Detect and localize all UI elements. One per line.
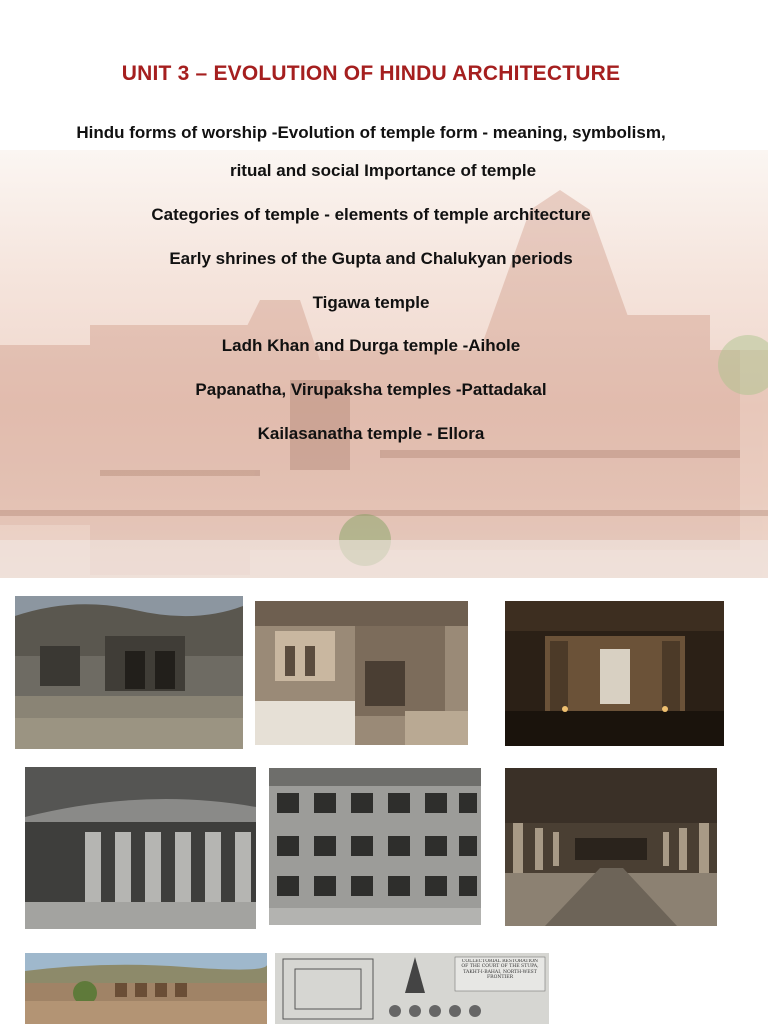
photo-rock-cut-cave-exterior xyxy=(15,596,243,749)
topic-line-4: Early shrines of the Gupta and Chalukyan periods xyxy=(169,249,573,268)
photo-chaitya-columns-bw xyxy=(25,767,256,929)
page-title: UNIT 3 – EVOLUTION OF HINDU ARCHITECTURE xyxy=(121,62,621,85)
photo-three-storey-cave-bw xyxy=(269,768,481,925)
topic-line-3: Categories of temple - elements of temple architecture xyxy=(151,205,591,224)
topic-line-5: Tigawa temple xyxy=(312,293,430,312)
plan-caption: COLLECTORIAL RESTORATION OF THE COURT OF THE STUPA, TAKHT-I-BAHAI, NORTH-WEST FRONTIER xyxy=(461,959,539,981)
photo-pillared-hall-interior xyxy=(505,768,717,926)
photo-cave-interior-shrine xyxy=(505,601,724,746)
photo-excavated-ruins-landscape xyxy=(25,953,267,1024)
topic-line-1: Hindu forms of worship -Evolution of temple form - meaning, symbolism, xyxy=(76,123,666,142)
photo-cave-facade-with-ladder xyxy=(255,601,468,745)
topic-line-2: ritual and social Importance of temple xyxy=(229,161,537,180)
topic-line-7: Papanatha, Virupaksha temples -Pattadakal xyxy=(195,380,547,399)
photo-stupa-court-plan-drawing xyxy=(275,953,549,1024)
topic-line-8: Kailasanatha temple - Ellora xyxy=(257,424,485,443)
topic-line-6: Ladh Khan and Durga temple -Aihole xyxy=(221,336,521,355)
